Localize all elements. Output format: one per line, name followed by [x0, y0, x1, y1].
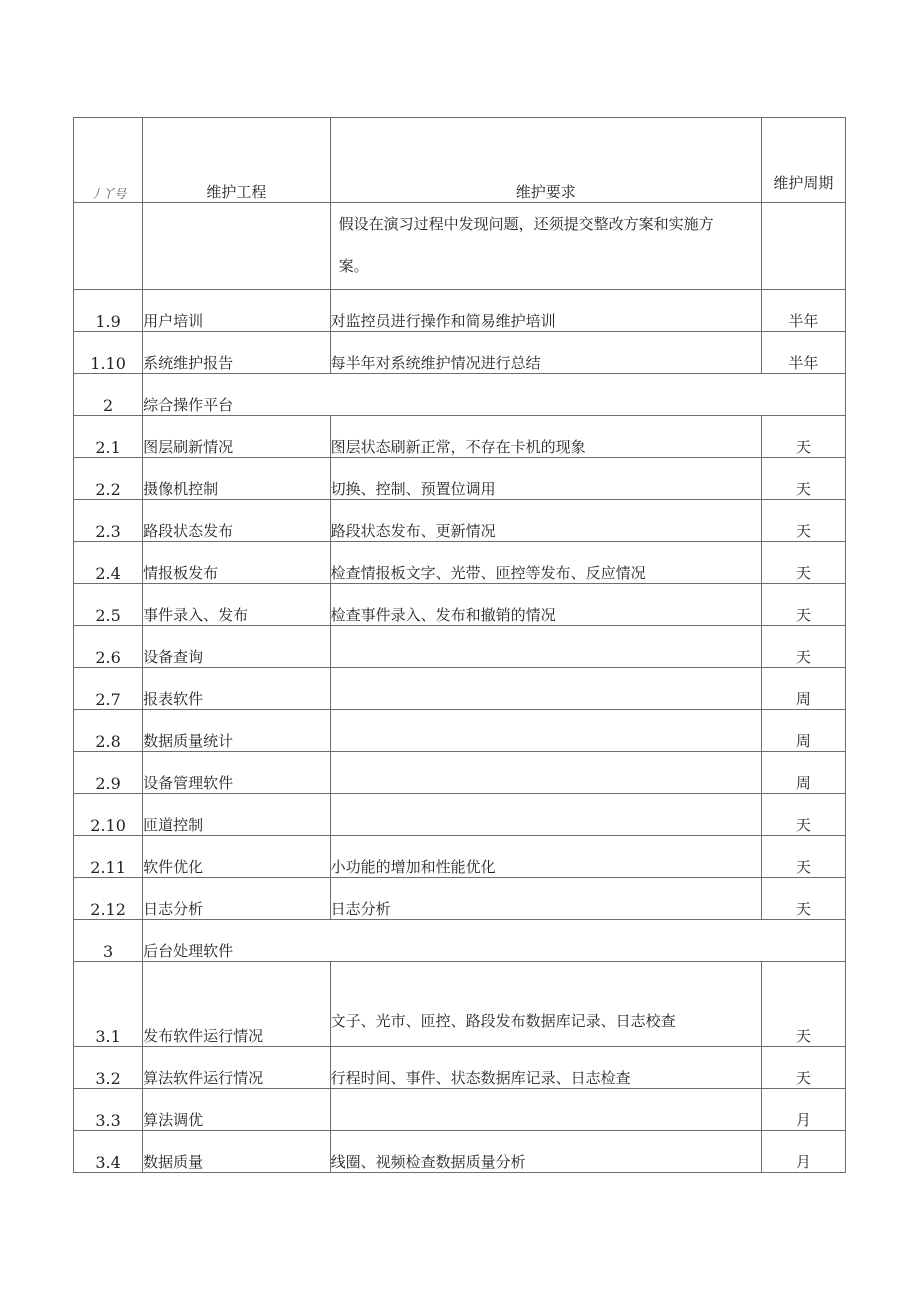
row-cycle: 天	[761, 458, 845, 500]
row-num: 2.5	[74, 584, 143, 626]
row-cycle: 天	[761, 584, 845, 626]
header-project: 维护工程	[143, 118, 330, 203]
row-cycle: 半年	[761, 332, 845, 374]
row-project: 算法软件运行情况	[143, 1047, 330, 1089]
table-row	[74, 710, 846, 752]
row-num: 2.8	[74, 710, 143, 752]
table-row	[74, 794, 846, 836]
section-row	[74, 374, 846, 416]
row-cycle: 半年	[761, 290, 845, 332]
row-requirement	[330, 710, 761, 752]
table-row	[74, 1047, 846, 1089]
row-requirement: 行程时间、事件、状态数据库记录、日志检查	[330, 1047, 761, 1089]
row-project: 系统维护报告	[143, 332, 330, 374]
table-row	[74, 290, 846, 332]
row-num: 3.3	[74, 1089, 143, 1131]
row-project: 匝道控制	[143, 794, 330, 836]
table-row	[74, 668, 846, 710]
row-cycle: 天	[761, 542, 845, 584]
row-project: 情报板发布	[143, 542, 330, 584]
row-project: 软件优化	[143, 836, 330, 878]
row-project: 用户培训	[143, 290, 330, 332]
row-project: 发布软件运行情况	[143, 962, 330, 1047]
row-project: 数据质量统计	[143, 710, 330, 752]
row-num: 2.12	[74, 878, 143, 920]
table-row	[74, 626, 846, 668]
row-requirement: 检查事件录入、发布和撤销的情况	[330, 584, 761, 626]
row-requirement: 图层状态刷新正常，不存在卡机的现象	[330, 416, 761, 458]
table-row	[74, 962, 846, 1047]
header-cycle: 维护周期	[761, 118, 845, 203]
table-row	[74, 542, 846, 584]
table-row	[74, 1131, 846, 1173]
table-row	[74, 332, 846, 374]
header-num: 丿丫号	[74, 118, 143, 203]
row-requirement: 线圈、视频检查数据质量分析	[330, 1131, 761, 1173]
table-row	[74, 878, 846, 920]
row-requirement: 每半年对系统维护情况进行总结	[330, 332, 761, 374]
row-num: 2.6	[74, 626, 143, 668]
row-num: 2.10	[74, 794, 143, 836]
row-cycle: 天	[761, 878, 845, 920]
row-num: 3.1	[74, 962, 143, 1047]
section-row	[74, 920, 846, 962]
row-cycle: 周	[761, 710, 845, 752]
row-project: 数据质量	[143, 1131, 330, 1173]
row-project: 报表软件	[143, 668, 330, 710]
row-project: 路段状态发布	[143, 500, 330, 542]
row-project: 图层刷新情况	[143, 416, 330, 458]
continuation-requirement: 假设在演习过程中发现问题，还须提交整改方案和实施方案。	[330, 203, 761, 290]
row-num: 2.1	[74, 416, 143, 458]
row-num: 2.9	[74, 752, 143, 794]
table-row	[74, 1089, 846, 1131]
row-num: 1.10	[74, 332, 143, 374]
row-project: 算法调优	[143, 1089, 330, 1131]
section-title: 后台处理软件	[143, 920, 846, 962]
row-requirement: 对监控员进行操作和简易维护培训	[330, 290, 761, 332]
row-cycle: 天	[761, 962, 845, 1047]
row-num: 2.4	[74, 542, 143, 584]
table-row	[74, 458, 846, 500]
row-num: 2.3	[74, 500, 143, 542]
row-requirement: 路段状态发布、更新情况	[330, 500, 761, 542]
row-requirement	[330, 626, 761, 668]
row-cycle: 天	[761, 794, 845, 836]
table-row	[74, 416, 846, 458]
row-requirement	[330, 668, 761, 710]
row-cycle: 天	[761, 626, 845, 668]
section-num: 3	[74, 920, 143, 962]
header-requirement: 维护要求	[330, 118, 761, 203]
row-requirement	[330, 794, 761, 836]
row-requirement	[330, 752, 761, 794]
row-num: 1.9	[74, 290, 143, 332]
row-cycle: 天	[761, 836, 845, 878]
table-row	[74, 584, 846, 626]
row-cycle: 周	[761, 752, 845, 794]
row-num: 2.7	[74, 668, 143, 710]
row-project: 设备管理软件	[143, 752, 330, 794]
row-project: 设备查询	[143, 626, 330, 668]
row-project: 事件录入、发布	[143, 584, 330, 626]
row-cycle: 天	[761, 500, 845, 542]
row-cycle: 天	[761, 416, 845, 458]
row-requirement: 文子、光市、匝控、路段发布数据库记录、日志校查	[330, 962, 761, 1047]
row-requirement: 切换、控制、预置位调用	[330, 458, 761, 500]
table-header-row	[74, 118, 846, 203]
row-cycle: 周	[761, 668, 845, 710]
row-num: 2.2	[74, 458, 143, 500]
table-row	[74, 836, 846, 878]
row-num: 2.11	[74, 836, 143, 878]
row-cycle: 天	[761, 1047, 845, 1089]
row-requirement: 检查情报板文字、光带、匝控等发布、反应情况	[330, 542, 761, 584]
maintenance-table	[73, 117, 846, 1173]
row-requirement	[330, 1089, 761, 1131]
row-project: 日志分析	[143, 878, 330, 920]
row-requirement: 日志分析	[330, 878, 761, 920]
row-num: 3.2	[74, 1047, 143, 1089]
table-row-continuation	[74, 203, 846, 290]
row-cycle: 月	[761, 1089, 845, 1131]
table-row	[74, 500, 846, 542]
section-num: 2	[74, 374, 143, 416]
row-cycle: 月	[761, 1131, 845, 1173]
row-project: 摄像机控制	[143, 458, 330, 500]
section-title: 综合操作平台	[143, 374, 846, 416]
table-row	[74, 752, 846, 794]
row-requirement: 小功能的增加和性能优化	[330, 836, 761, 878]
row-num: 3.4	[74, 1131, 143, 1173]
